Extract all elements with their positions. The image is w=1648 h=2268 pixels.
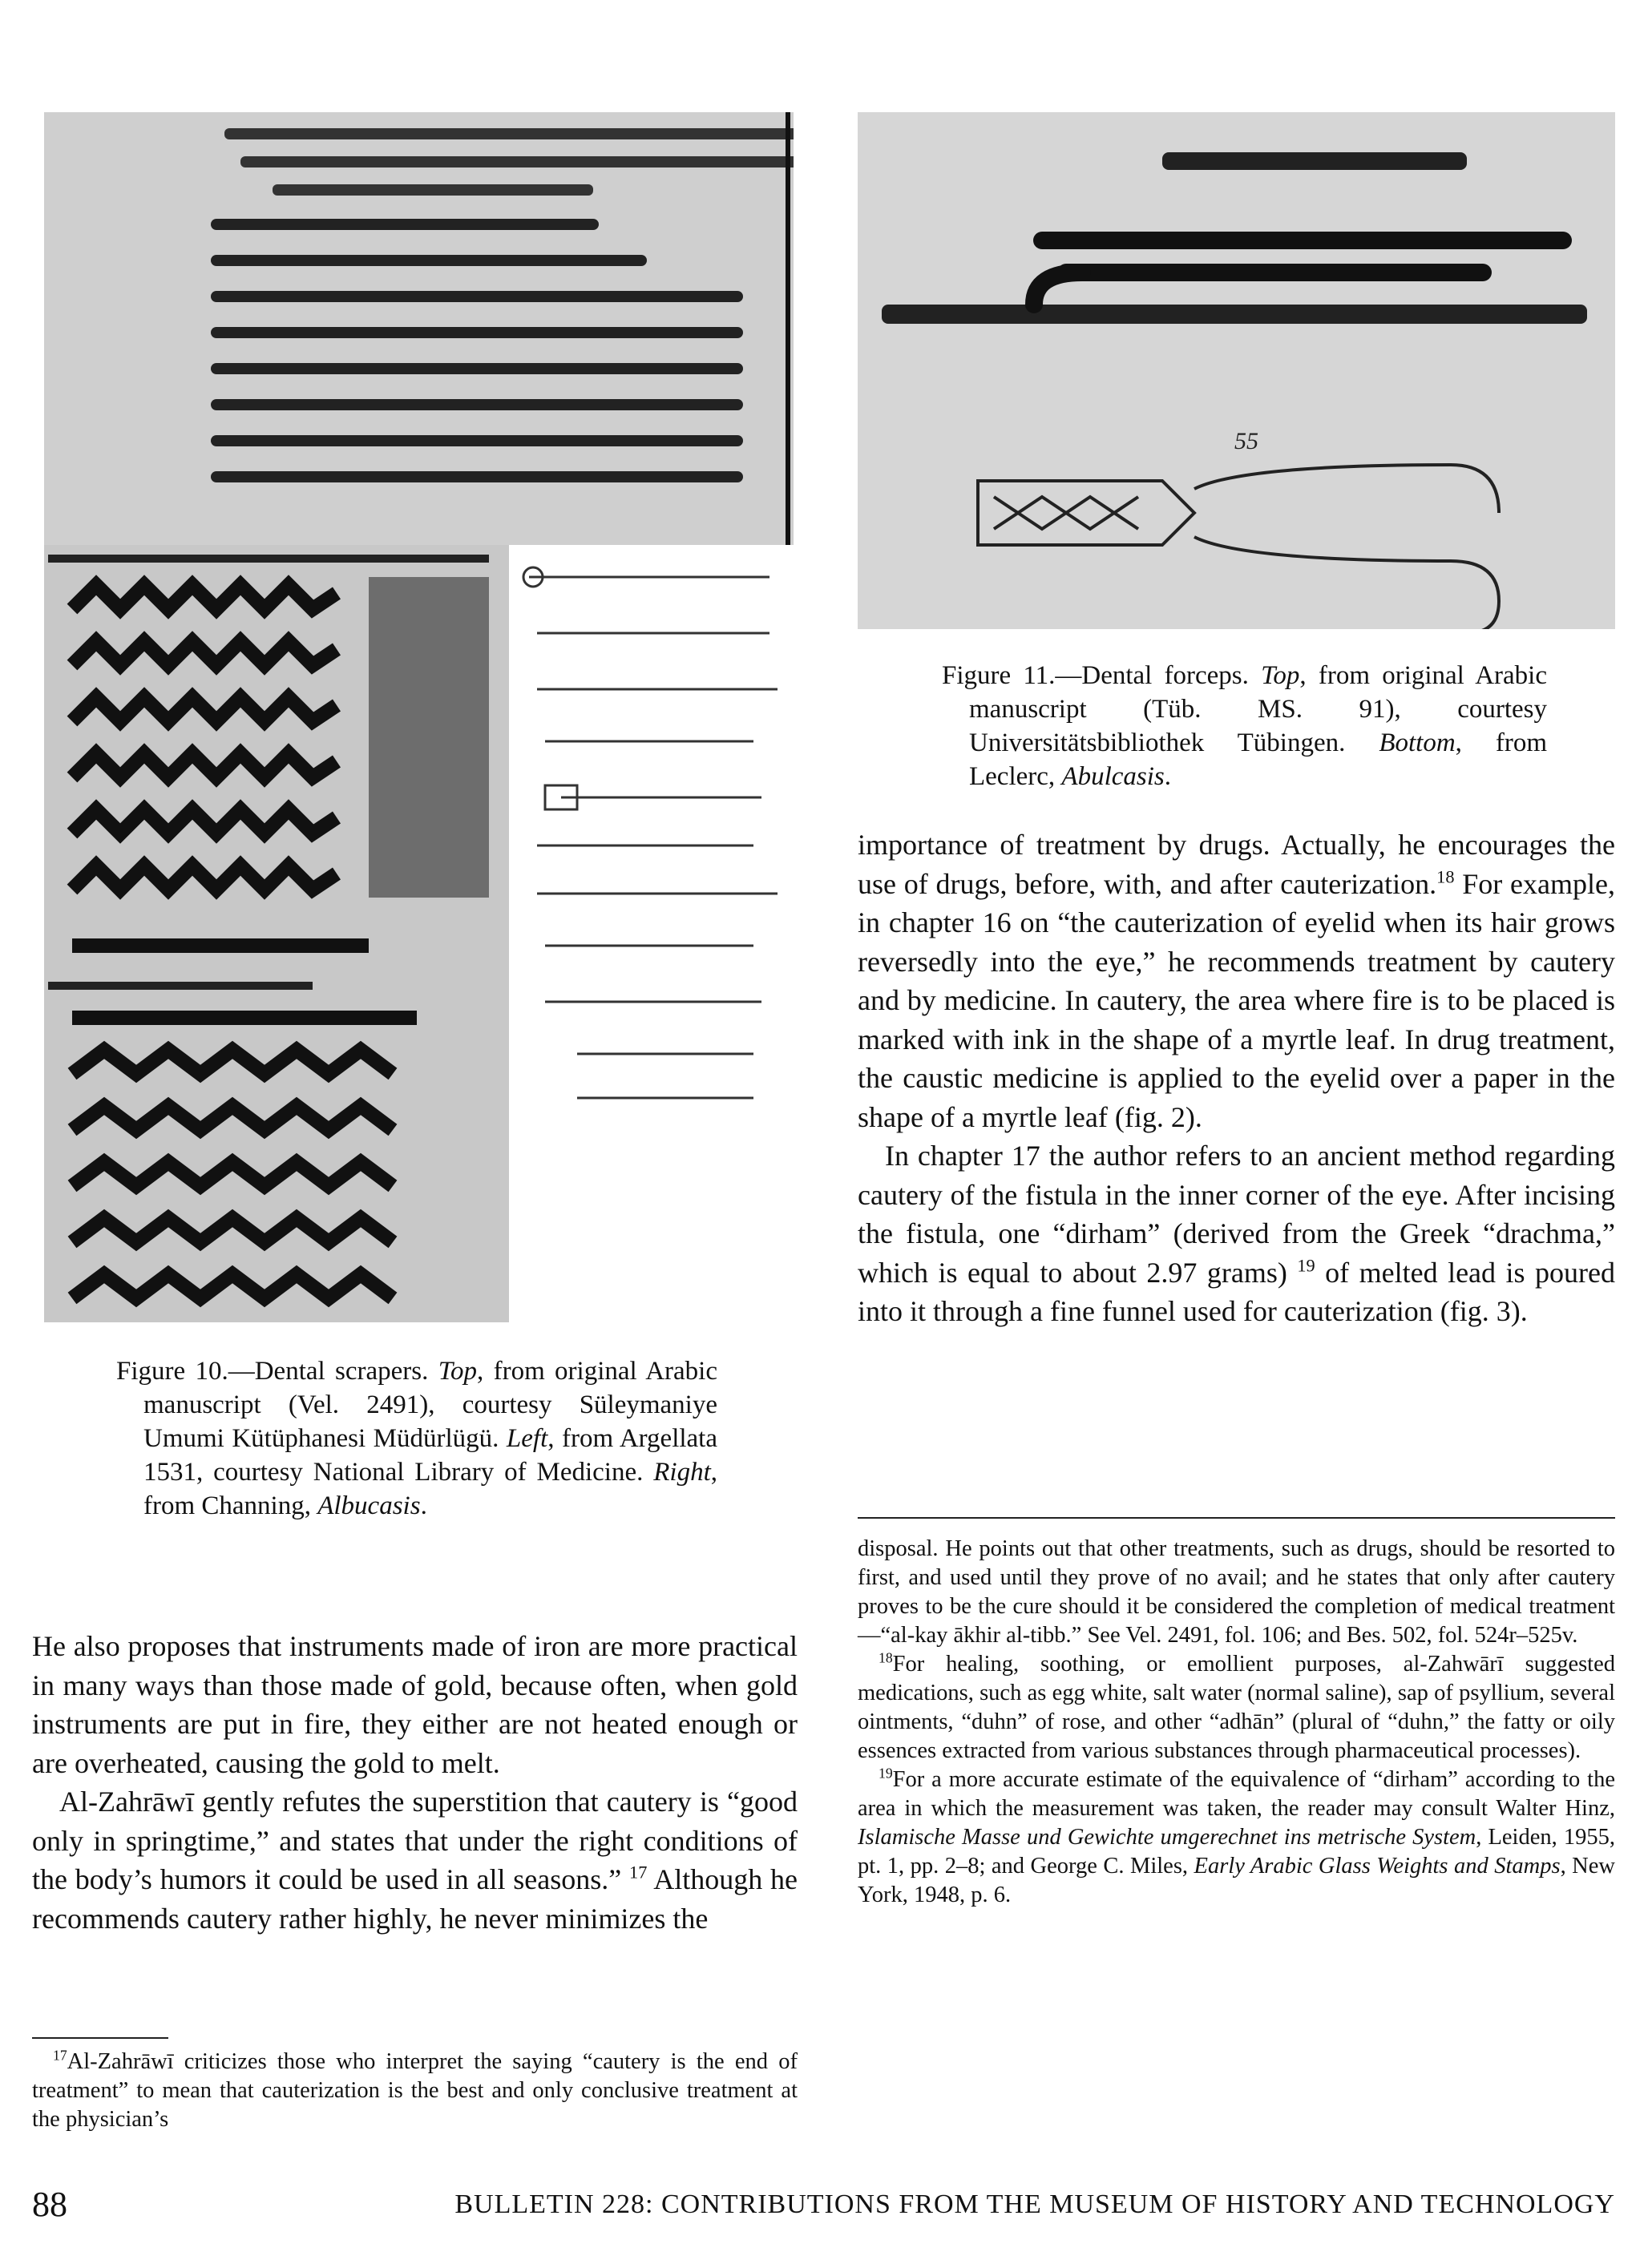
- footnote-text: , Leiden, 1955, pt. 1, pp. 2–8; and George C. Miles,: [858, 1825, 1615, 1879]
- caption-top-label: Top: [438, 1357, 478, 1386]
- caption-left-label: Left: [506, 1424, 548, 1453]
- footnote-text: For a more accurate estimate of the equivalence of “dirham” according to the area in which the measurement was taken, the reader may consult Walter Hinz,: [858, 1767, 1615, 1821]
- page-number: 88: [32, 2185, 67, 2224]
- footnote-text: Al-Zahrāwī criticizes those who interpret the saying “cautery is the end of treatment” to mean that cauterization is the best and only conclusive treatment at the physician’s: [32, 2049, 798, 2132]
- caption-bottom-label: Bottom: [1379, 728, 1456, 757]
- caption-top-text: , from original Arabic manuscript (Tüb. MS. 91), courtesy Universitätsbibliothek Tübingen.: [969, 661, 1547, 757]
- figure-11-caption: [942, 659, 1547, 793]
- caption-end: .: [1164, 762, 1171, 791]
- paragraph-text: importance of treatment by drugs. Actually, he encourages the use of drugs, before, with, and after cauterization.: [858, 829, 1615, 900]
- figure-11-image: [858, 112, 1615, 629]
- footnote-17-continued: disposal. He points out that other treatments, such as drugs, should be resorted to first, and used until they prove of no avail; and he states that only after cautery proves to be the cure should it be considered the completion of medical treatment—“al-kay ākhir al-tibb.” See Vel. 2491, fol. 106; and Bes. 502, fol. 524r–525v.: [858, 1536, 1615, 1648]
- paragraph: He also proposes that instruments made of iron are more practical in many ways than those made of gold, because often, when gold instruments are put in fire, they either are not heated enough or are overheated, causing the gold to melt.: [32, 1630, 798, 1779]
- caption-bottom-text: , from Leclerc,: [969, 728, 1548, 791]
- paragraph-text: of melted lead is poured into it through a fine funnel used for cauterization (fig. 3).: [858, 1256, 1615, 1327]
- manuscript-forceps: [1034, 240, 1563, 305]
- paragraph: [32, 1782, 798, 1938]
- caption-lead: Figure 10.—Dental scrapers.: [116, 1357, 438, 1386]
- caption-lead: Figure 11.—Dental forceps.: [942, 661, 1262, 690]
- plate-number: 55: [1234, 428, 1258, 454]
- footnote-19: [858, 1766, 1615, 1910]
- footnote-ref: 18: [1436, 866, 1455, 887]
- figure-11-forceps: [858, 112, 1615, 629]
- paragraph-text: Al-Zahrāwī gently refutes the superstition that cautery is “good only in springtime,” and states that under the right conditions of the body’s humors it could be used in all seasons.”: [32, 1786, 798, 1895]
- figure-10-top-manuscript: [32, 112, 794, 545]
- figure-10-image: [32, 112, 794, 1322]
- paragraph: [858, 825, 1615, 1136]
- caption-top-label: Top: [1261, 661, 1300, 690]
- paragraph-text: In chapter 17 the author refers to an ancient method regarding cautery of the fistula in the inner corner of the eye. After incising the fistula, one “dirham” (derived from the Greek “drachma,” which is equal to about 2.97 grams): [858, 1140, 1615, 1289]
- left-column-text: [32, 1627, 798, 1938]
- cited-title: Islamische Masse und Gewichte umgerechnet ins metrische System: [858, 1825, 1476, 1850]
- footnote-ref: 19: [1297, 1255, 1315, 1276]
- caption-left-text: , from Argellata 1531, courtesy National Library of Medicine.: [143, 1424, 717, 1487]
- caption-source: Abulcasis: [1061, 762, 1165, 791]
- footnote-ref: 17: [629, 1862, 648, 1883]
- figure-10-right-channing: [513, 561, 794, 1122]
- running-title: BULLETIN 228: CONTRIBUTIONS FROM THE MUSEUM OF HISTORY AND TECHNOLOGY: [454, 2189, 1615, 2219]
- caption-right-label: Right: [653, 1458, 711, 1487]
- caption-end: .: [420, 1491, 427, 1520]
- caption-source: Albucasis: [317, 1491, 421, 1520]
- footnote-17: [32, 2048, 798, 2134]
- footnote-text: , New York, 1948, p. 6.: [858, 1854, 1615, 1907]
- footnote-18: [858, 1650, 1615, 1766]
- right-column-text: [858, 825, 1615, 1331]
- printed-forceps: [978, 465, 1499, 629]
- paragraph-text: Although he recommends cautery rather highly, he never minimizes the: [32, 1863, 798, 1935]
- footnote-text: For healing, soothing, or emollient purposes, al-Zahwārī suggested medications, such as egg white, salt water (normal saline), sap of psyllium, several ointments, “duhn” of rose, and other “adhān” (plural of “duhn,” the fatty or oily essences extracted from various substances through pharmaceutical processes).: [858, 1652, 1615, 1763]
- footnote-rule: [858, 1517, 1615, 1519]
- footnote-rule: [32, 2037, 168, 2039]
- figure-10-caption: [116, 1354, 717, 1523]
- footnote-number: 18: [879, 1649, 893, 1666]
- footnote-number: 19: [879, 1765, 893, 1782]
- right-footnotes: [858, 1535, 1615, 1910]
- paragraph: [858, 1136, 1615, 1331]
- paragraph-text: For example, in chapter 16 on “the cauterization of eyelid when its hair grows reversedly into the eye,” he recommends treatment by cautery and by medicine. In cautery, the area where fire is to be placed is marked with ink in the shape of a myrtle leaf. In drug treatment, the caustic medicine is applied to the eyelid over a paper in the shape of a myrtle leaf (fig. 2).: [858, 867, 1615, 1133]
- caption-right-text: , from Channing,: [143, 1458, 717, 1520]
- caption-top-text: , from original Arabic manuscript (Vel. 2491), courtesy Süleymaniye Umumi Kütüphanesi Müdürlügü.: [143, 1357, 717, 1453]
- cited-title: Early Arabic Glass Weights and Stamps: [1194, 1854, 1561, 1879]
- footnote-number: 17: [53, 2047, 67, 2064]
- figure-10-left-argellata: [32, 545, 513, 1322]
